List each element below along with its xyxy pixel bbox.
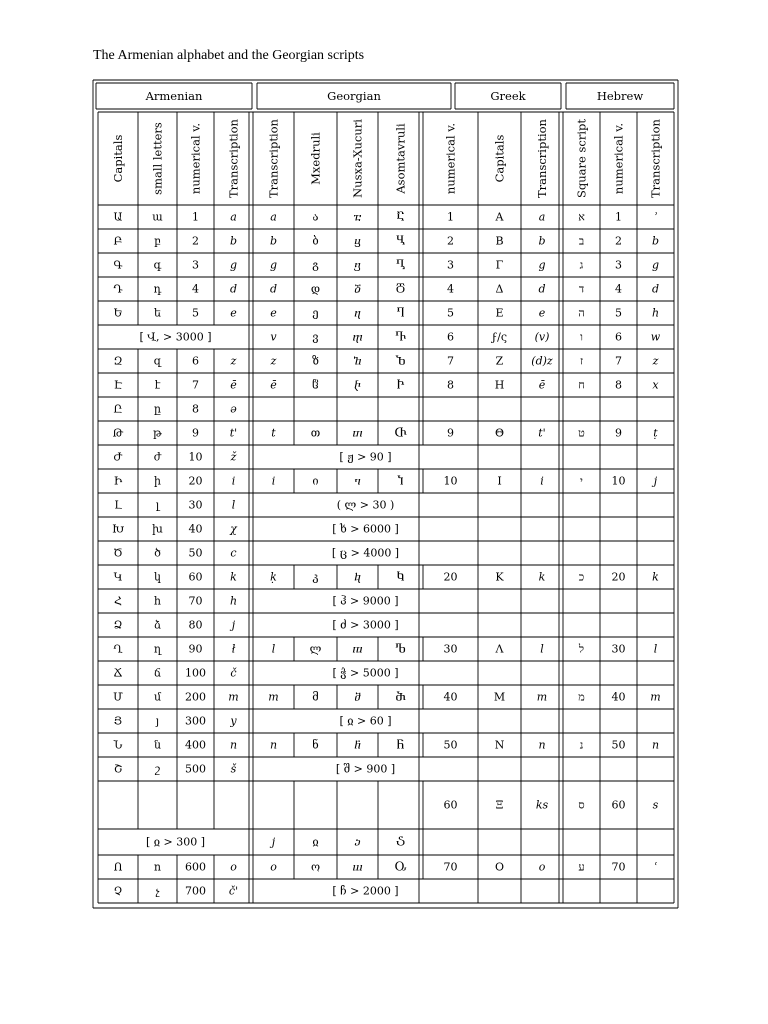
cell-r23-c3: š <box>230 762 237 776</box>
column-header-numerical-v-: numerical v. <box>188 122 203 195</box>
page-title: The Armenian alphabet and the Georgian scripts <box>93 48 365 63</box>
cell-r22-c5: ნ <box>312 738 319 752</box>
cell-r14-c4: [ ც > 4000 ] <box>331 546 400 560</box>
cell-r12-c3: l <box>231 498 236 512</box>
cell-r2-c8: 3 <box>447 258 454 272</box>
cell-r9-c2: 9 <box>192 426 199 440</box>
cell-r1-c3: b <box>229 234 238 248</box>
cell-r2-c10: g <box>538 258 546 272</box>
cell-r7-c7: Ⴡ <box>396 378 405 392</box>
cell-r6-c1: զ <box>153 354 162 368</box>
column-header-transcription: Transcription <box>648 119 663 198</box>
cell-r26-c4: o <box>270 860 277 874</box>
cell-r22-c10: n <box>538 738 546 752</box>
cell-r22-c2: 400 <box>185 738 206 752</box>
cell-r7-c0: Է <box>113 378 123 392</box>
cell-r20-c11: מ <box>578 690 585 704</box>
cell-r15-c12: 20 <box>611 570 626 584</box>
cell-r15-c7: Ⴉ <box>396 570 405 584</box>
cell-r22-c1: ն <box>154 738 161 752</box>
cell-r18-c8: 30 <box>443 642 458 656</box>
cell-r6-c11: ז <box>579 354 584 368</box>
cell-r3-c3: d <box>229 282 238 296</box>
cell-r9-c7: Ⴇ <box>394 426 407 440</box>
cell-r10-c3: ž <box>230 450 237 464</box>
cell-r0-c6: ⴀ <box>353 210 362 224</box>
cell-r24-c9: Ξ <box>495 798 504 812</box>
cell-r1-c4: b <box>269 234 278 248</box>
cell-r1-c10: b <box>538 234 546 248</box>
cell-r5-c4: v <box>270 330 277 344</box>
column-header-asomtavruli: Asomtavruli <box>393 123 408 194</box>
cell-r6-c2: 6 <box>192 354 199 368</box>
cell-r26-c1: ո <box>153 860 162 874</box>
cell-r20-c0: Մ <box>113 690 123 704</box>
cell-r26-c8: 70 <box>443 860 458 874</box>
cell-r5-c11: ו <box>580 330 583 344</box>
cell-r24-c8: 60 <box>443 798 458 812</box>
cell-r9-c6: ⴇ <box>352 426 363 440</box>
cell-r11-c1: ի <box>154 474 161 488</box>
cell-r16-c2: 70 <box>188 594 203 608</box>
group-header-georgian: Georgian <box>327 89 381 103</box>
cell-r9-c3: t' <box>229 426 238 440</box>
cell-r22-c3: n <box>229 738 238 752</box>
column-header-numerical-v-: numerical v. <box>443 122 458 195</box>
cell-r9-c9: Θ <box>494 426 505 440</box>
cell-r9-c1: թ <box>153 426 162 440</box>
cell-r20-c8: 40 <box>443 690 458 704</box>
cell-r2-c13: g <box>651 258 660 272</box>
cell-r8-c1: ը <box>154 402 161 416</box>
cell-r22-c0: Ն <box>113 738 123 752</box>
cell-r0-c0: Ա <box>113 210 123 224</box>
cell-r26-c6: ⴍ <box>352 860 363 874</box>
column-header-transcription: Transcription <box>266 119 281 198</box>
cell-r26-c9: Ο <box>494 860 505 874</box>
cell-r9-c4: t <box>271 426 276 440</box>
cell-r17-c1: ձ <box>154 618 161 632</box>
cell-r7-c1: է <box>154 378 161 392</box>
cell-r4-c8: 5 <box>447 306 454 320</box>
cell-r7-c3: ē <box>230 378 237 392</box>
cell-r4-c11: ה <box>578 306 585 320</box>
cell-r24-c12: 60 <box>611 798 626 812</box>
cell-r11-c9: Ι <box>497 474 502 488</box>
cell-r19-c4: [ ჭ > 5000 ] <box>332 666 399 680</box>
cell-r0-c11: א <box>578 210 585 224</box>
cell-r22-c6: ⴌ <box>353 738 362 752</box>
cell-r6-c6: ⴆ <box>353 354 362 368</box>
cell-r19-c0: Ճ <box>113 666 123 680</box>
cell-r3-c12: 4 <box>615 282 622 296</box>
cell-r4-c12: 5 <box>615 306 622 320</box>
cell-r15-c10: k <box>538 570 546 584</box>
cell-r27-c0: Չ <box>113 884 123 898</box>
cell-r3-c2: 4 <box>192 282 199 296</box>
cell-r8-c2: 8 <box>192 402 199 416</box>
cell-r20-c7: Ⴋ <box>395 690 406 704</box>
cell-r5-c6: ⴅ <box>352 330 363 344</box>
cell-r23-c1: շ <box>154 762 161 776</box>
cell-r23-c4: [ შ > 900 ] <box>335 762 396 776</box>
cell-r22-c8: 50 <box>443 738 458 752</box>
cell-r27-c4: [ ჩ > 2000 ] <box>332 884 399 898</box>
cell-r2-c6: ⴂ <box>354 258 361 272</box>
cell-r22-c7: Ⴌ <box>396 738 405 752</box>
cell-r6-c8: 7 <box>447 354 454 368</box>
cell-r5-c8: 6 <box>447 330 454 344</box>
cell-r4-c1: ե <box>154 306 161 320</box>
cell-r4-c5: ე <box>312 306 319 320</box>
cell-r5-c13: w <box>650 330 661 344</box>
cell-r12-c4: ( ლ > 30 ) <box>336 498 395 512</box>
cell-r11-c3: i <box>231 474 236 488</box>
cell-r0-c5: ა <box>312 210 319 224</box>
cell-r13-c4: [ ხ > 6000 ] <box>332 522 399 536</box>
cell-r6-c10: (d)z <box>531 354 553 368</box>
cell-r3-c7: Ⴃ <box>395 282 406 296</box>
cell-r17-c0: Ձ <box>113 618 123 632</box>
cell-r14-c3: c <box>230 546 237 560</box>
cell-r9-c5: თ <box>310 426 321 440</box>
cell-r25-c4: j <box>271 835 276 849</box>
cell-r18-c1: ղ <box>154 642 161 656</box>
cell-r26-c0: Ո <box>113 860 123 874</box>
cell-r9-c8: 9 <box>447 426 454 440</box>
cell-r0-c1: ա <box>152 210 163 224</box>
cell-r24-c13: s <box>652 798 659 812</box>
cell-r3-c10: d <box>538 282 546 296</box>
cell-r27-c3: č' <box>228 884 239 898</box>
cell-r18-c3: ł <box>231 642 236 656</box>
cell-r3-c4: d <box>269 282 278 296</box>
cell-r6-c9: Ζ <box>495 354 504 368</box>
cell-r20-c6: ⴋ <box>354 690 361 704</box>
cell-r13-c0: Խ <box>111 522 125 536</box>
cell-r2-c3: g <box>229 258 238 272</box>
cell-r18-c11: ל <box>578 642 585 656</box>
cell-r7-c4: ē <box>270 378 277 392</box>
cell-r14-c0: Ծ <box>113 546 123 560</box>
cell-r26-c7: Ⴍ <box>394 860 407 874</box>
cell-r17-c3: j <box>231 618 236 632</box>
cell-r26-c3: o <box>230 860 237 874</box>
cell-r12-c0: Լ <box>114 498 122 512</box>
cell-r3-c8: 4 <box>447 282 454 296</box>
cell-r20-c10: m <box>536 690 548 704</box>
cell-r17-c4: [ ძ > 3000 ] <box>332 618 399 632</box>
cell-r7-c12: 8 <box>615 378 622 392</box>
cell-r1-c5: ბ <box>312 234 319 248</box>
cell-r15-c4: ḳ <box>270 570 277 584</box>
cell-r2-c0: Գ <box>113 258 123 272</box>
cell-r21-c4: [ ჲ > 60 ] <box>339 714 392 728</box>
cell-r19-c1: ճ <box>153 666 162 680</box>
cell-r15-c1: կ <box>154 570 161 584</box>
cell-r24-c10: ks <box>535 798 549 812</box>
cell-r0-c7: Ⴀ <box>396 210 405 224</box>
cell-r27-c1: չ <box>155 884 160 898</box>
cell-r2-c5: გ <box>312 258 319 272</box>
cell-r18-c4: l <box>271 642 276 656</box>
cell-r25-c6: ⴢ <box>353 835 362 849</box>
cell-r7-c13: x <box>652 378 659 392</box>
cell-r8-c0: Ը <box>113 402 123 416</box>
column-header-square-script: Square script <box>574 119 589 198</box>
cell-r5-c9: ϝ/ς <box>492 330 507 344</box>
cell-r18-c10: l <box>540 642 544 656</box>
cell-r6-c4: z <box>270 354 277 368</box>
cell-r18-c6: ⴊ <box>352 642 363 656</box>
cell-r7-c2: 7 <box>192 378 199 392</box>
cell-r0-c13: ʾ <box>653 210 658 224</box>
cell-r20-c3: m <box>228 690 239 704</box>
cell-r13-c1: խ <box>152 522 163 536</box>
cell-r16-c4: [ ჰ > 9000 ] <box>332 594 399 608</box>
column-header-transcription: Transcription <box>535 119 549 198</box>
cell-r4-c7: Ⴄ <box>396 306 405 320</box>
cell-r5-c12: 6 <box>615 330 622 344</box>
cell-r2-c7: Ⴂ <box>395 258 406 272</box>
cell-r9-c13: ṭ <box>653 426 658 440</box>
cell-r14-c2: 50 <box>188 546 203 560</box>
cell-r12-c2: 30 <box>188 498 203 512</box>
cell-r7-c8: 8 <box>447 378 454 392</box>
cell-r19-c2: 100 <box>185 666 206 680</box>
cell-r4-c0: Ե <box>113 306 123 320</box>
cell-r23-c2: 500 <box>185 762 206 776</box>
cell-r18-c2: 90 <box>188 642 203 656</box>
cell-r4-c4: e <box>270 306 277 320</box>
cell-r4-c6: ⴄ <box>354 306 361 320</box>
cell-r15-c13: k <box>652 570 659 584</box>
cell-r2-c1: գ <box>153 258 162 272</box>
cell-r1-c2: 2 <box>192 234 199 248</box>
cell-r4-c9: Ε <box>495 306 504 320</box>
cell-r4-c3: e <box>230 306 237 320</box>
cell-r21-c1: յ <box>155 714 160 728</box>
cell-r16-c3: h <box>229 594 238 608</box>
column-header-mxedruli: Mxedruli <box>308 132 323 185</box>
cell-r21-c2: 300 <box>185 714 206 728</box>
cell-r20-c1: մ <box>153 690 162 704</box>
cell-r1-c8: 2 <box>447 234 454 248</box>
cell-r21-c3: y <box>230 714 237 728</box>
cell-r11-c13: j <box>653 474 658 488</box>
cell-r15-c3: k <box>230 570 237 584</box>
cell-r3-c13: d <box>651 282 660 296</box>
cell-r26-c11: ע <box>578 860 585 874</box>
cell-r13-c2: 40 <box>188 522 203 536</box>
cell-r11-c11: י <box>580 474 583 488</box>
cell-r2-c11: ג <box>579 258 584 272</box>
cell-r22-c11: נ <box>579 738 584 752</box>
cell-r1-c6: ⴁ <box>354 234 361 248</box>
cell-r1-c1: բ <box>154 234 161 248</box>
cell-r9-c10: t' <box>538 426 546 440</box>
cell-r20-c9: Μ <box>493 690 506 704</box>
cell-r8-c3: ə <box>230 402 237 416</box>
group-header-armenian: Armenian <box>145 89 203 103</box>
cell-r7-c5: ჱ <box>312 378 319 392</box>
cell-r26-c13: ʿ <box>653 860 658 874</box>
cell-r9-c12: 9 <box>615 426 622 440</box>
cell-r17-c2: 80 <box>188 618 203 632</box>
cell-r19-c3: č <box>230 666 237 680</box>
cell-r15-c8: 20 <box>443 570 458 584</box>
column-header-small-letters: small letters <box>150 122 165 195</box>
cell-r7-c10: ē <box>538 378 546 392</box>
cell-r20-c5: მ <box>312 690 319 704</box>
cell-r7-c11: ח <box>578 378 585 392</box>
cell-r11-c12: 10 <box>611 474 626 488</box>
cell-r6-c12: 7 <box>615 354 622 368</box>
cell-r24-c11: ס <box>578 798 585 812</box>
column-header-nusxa-xucuri: Nusxa-Xucuri <box>350 119 365 198</box>
cell-r1-c7: Ⴁ <box>395 234 406 248</box>
cell-r11-c5: ი <box>312 474 319 488</box>
cell-r18-c5: ლ <box>309 642 322 656</box>
cell-r15-c2: 60 <box>188 570 203 584</box>
cell-r0-c4: a <box>270 210 277 224</box>
cell-r23-c0: Շ <box>113 762 123 776</box>
cell-r6-c7: Ⴆ <box>395 354 406 368</box>
cell-r10-c4: [ ჟ > 90 ] <box>339 450 392 464</box>
cell-r0-c3: a <box>230 210 237 224</box>
cell-r11-c8: 10 <box>443 474 458 488</box>
cell-r10-c0: Ժ <box>113 450 123 464</box>
cell-r22-c12: 50 <box>611 738 626 752</box>
cell-r18-c7: Ⴊ <box>395 642 406 656</box>
cell-r9-c0: Թ <box>112 426 124 440</box>
column-header-transcription: Transcription <box>226 119 241 198</box>
cell-r6-c13: z <box>652 354 659 368</box>
cell-r6-c0: Զ <box>113 354 123 368</box>
cell-r13-c3: χ <box>230 522 237 536</box>
cell-r15-c9: Κ <box>495 570 504 584</box>
cell-r0-c9: Α <box>495 210 504 224</box>
cell-r6-c3: z <box>230 354 237 368</box>
cell-r25-c0: [ ჲ > 300 ] <box>145 835 206 849</box>
cell-r10-c2: 10 <box>188 450 203 464</box>
cell-r15-c11: כ <box>578 570 585 584</box>
group-header-hebrew: Hebrew <box>596 89 644 103</box>
cell-r2-c9: Γ <box>495 258 504 272</box>
cell-r0-c2: 1 <box>192 210 199 224</box>
cell-r22-c13: n <box>651 738 660 752</box>
cell-r10-c1: ժ <box>153 450 162 464</box>
cell-r1-c11: ב <box>578 234 585 248</box>
cell-r2-c2: 3 <box>192 258 199 272</box>
column-header-capitals: Capitals <box>492 134 507 183</box>
cell-r3-c0: Դ <box>113 282 123 296</box>
cell-r20-c4: m <box>268 690 279 704</box>
cell-r3-c5: დ <box>310 282 321 296</box>
cell-r1-c9: Β <box>495 234 504 248</box>
cell-r5-c10: (v) <box>534 330 550 344</box>
cell-r20-c2: 200 <box>185 690 206 704</box>
column-header-capitals: Capitals <box>111 134 125 183</box>
cell-r11-c4: i <box>271 474 276 488</box>
group-header-greek: Greek <box>490 89 526 103</box>
cell-r0-c8: 1 <box>447 210 454 224</box>
cell-r7-c9: Η <box>494 378 505 392</box>
cell-r1-c13: b <box>651 234 660 248</box>
cell-r5-c0: [ Վ, > 3000 ] <box>139 330 212 344</box>
cell-r4-c2: 5 <box>192 306 199 320</box>
cell-r16-c0: Հ <box>114 594 122 608</box>
cell-r9-c11: ט <box>578 426 585 440</box>
cell-r1-c12: 2 <box>615 234 622 248</box>
cell-r5-c7: Ⴅ <box>395 330 406 344</box>
cell-r25-c5: ჲ <box>312 835 319 849</box>
cell-r2-c4: g <box>269 258 278 272</box>
cell-r0-c10: a <box>538 210 546 224</box>
cell-r20-c13: m <box>650 690 661 704</box>
cell-r11-c2: 20 <box>188 474 203 488</box>
cell-r3-c9: Δ <box>495 282 504 296</box>
cell-r3-c11: ד <box>578 282 585 296</box>
cell-r3-c1: դ <box>153 282 162 296</box>
cell-r26-c12: 70 <box>611 860 626 874</box>
cell-r21-c0: Յ <box>113 714 123 728</box>
cell-r15-c6: ⴉ <box>353 570 362 584</box>
cell-r18-c13: l <box>653 642 658 656</box>
cell-r11-c10: i <box>540 474 544 488</box>
cell-r14-c1: ծ <box>154 546 161 560</box>
cell-r6-c5: ზ <box>312 354 319 368</box>
column-header-numerical-v-: numerical v. <box>611 122 626 195</box>
cell-r16-c1: հ <box>154 594 161 608</box>
cell-r18-c12: 30 <box>611 642 626 656</box>
cell-r27-c2: 700 <box>185 884 206 898</box>
cell-r11-c6: ⴈ <box>354 474 361 488</box>
cell-r3-c6: ⴃ <box>353 282 362 296</box>
cell-r5-c5: ვ <box>312 330 319 344</box>
cell-r18-c9: Λ <box>495 642 504 656</box>
cell-r26-c2: 600 <box>185 860 206 874</box>
cell-r20-c12: 40 <box>611 690 626 704</box>
cell-r25-c7: Ⴢ <box>395 835 406 849</box>
cell-r4-c10: e <box>538 306 546 320</box>
cell-r0-c12: 1 <box>615 210 622 224</box>
cell-r4-c13: h <box>651 306 660 320</box>
cell-r11-c7: Ⴈ <box>397 474 404 488</box>
cell-r11-c0: Ի <box>113 474 123 488</box>
cell-r12-c1: լ <box>155 498 160 512</box>
cell-r22-c4: n <box>269 738 278 752</box>
cell-r1-c0: Բ <box>113 234 123 248</box>
cell-r22-c9: Ν <box>494 738 505 752</box>
cell-r26-c5: ო <box>310 860 321 874</box>
cell-r2-c12: 3 <box>615 258 622 272</box>
cell-r15-c0: Կ <box>113 570 123 584</box>
cell-r18-c0: Ղ <box>113 642 123 656</box>
cell-r7-c6: ⴡ <box>354 378 361 392</box>
cell-r26-c10: o <box>538 860 546 874</box>
cell-r15-c5: კ <box>312 570 319 584</box>
